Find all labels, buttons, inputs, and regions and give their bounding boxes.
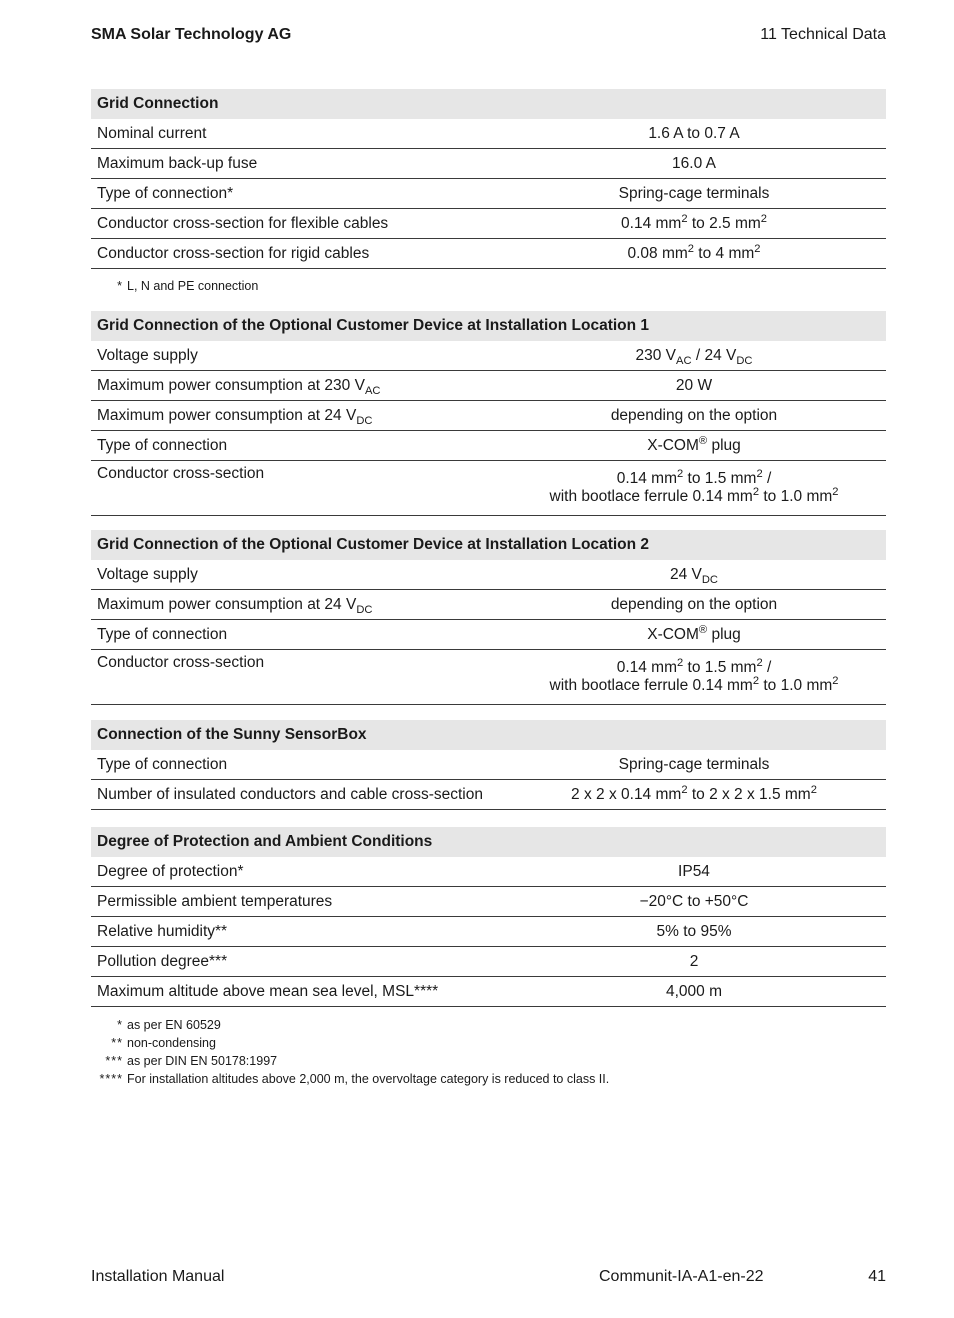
row-label: Number of insulated conductors and cable cross-section: [91, 780, 502, 810]
row-value: Spring-cage terminals: [502, 750, 886, 780]
row-label: Conductor cross-section for flexible cables: [91, 209, 502, 239]
row-label: Maximum power consumption at 230 $V_{AC}$: [91, 371, 502, 401]
table-row: [91, 560, 886, 590]
row-value: X-COM® plug: [502, 620, 886, 650]
footnote: ** non-condensing: [111, 1036, 216, 1050]
grid-footnotes: [91, 277, 258, 295]
document-id: Communit-IA-A1-en-22: [599, 1268, 764, 1285]
protection-footnotes: [91, 1016, 609, 1088]
row-value: 0.14 $mm^2$ to 1.5 $mm^2$ / with bootlace ferrule 0.14 $mm^2$ to 1.0 $mm^2$: [502, 650, 886, 705]
footnote: * as per EN 60529: [117, 1018, 221, 1032]
row-value: 20 W: [502, 371, 886, 401]
row-label: Type of connection*: [91, 179, 502, 209]
table-title: Degree of Protection and Ambient Conditions: [91, 827, 886, 857]
row-value: 0.14 $mm^2$ to 1.5 $mm^2$ / with bootlace ferrule 0.14 $mm^2$ to 1.0 $mm^2$: [502, 461, 886, 516]
row-value: 2 x 2 x 0.14 $mm^2$ to 2 x 2 x 1.5 $mm^2$: [502, 780, 886, 810]
table-row: [91, 179, 886, 209]
row-value: 4,000 m: [502, 977, 886, 1007]
row-value: IP54: [502, 857, 886, 887]
footnote: *** as per DIN EN 50178:1997: [105, 1054, 278, 1068]
company-name: SMA Solar Technology AG: [91, 26, 292, 43]
table-row: [91, 887, 886, 917]
row-value: X-COM® plug: [502, 431, 886, 461]
row-label: Conductor cross-section for rigid cables: [91, 239, 502, 269]
row-label: Nominal current: [91, 119, 502, 149]
page-header: [91, 26, 886, 50]
manual-title: Installation Manual: [91, 1268, 225, 1285]
section-title: 11 Technical Data: [760, 26, 886, 43]
table-row: [91, 239, 886, 269]
row-label: Maximum power consumption at 24 $V_{DC}$: [91, 401, 502, 431]
table-row: [91, 341, 886, 371]
row-value: 0.14 $mm^2$ to 2.5 $mm^2$: [502, 209, 886, 239]
location2-table: [91, 530, 886, 705]
table-row: [91, 149, 886, 179]
page-footer: [91, 1268, 886, 1290]
table-row: [91, 650, 886, 705]
row-value: 5% to 95%: [502, 917, 886, 947]
row-value: Spring-cage terminals: [502, 179, 886, 209]
row-label: Maximum altitude above mean sea level, MSL****: [91, 977, 502, 1007]
row-value: depending on the option: [502, 590, 886, 620]
table-row: [91, 119, 886, 149]
row-value: 2: [502, 947, 886, 977]
table-row: [91, 431, 886, 461]
table-title: Grid Connection of the Optional Customer Device at Installation Location 2: [91, 530, 886, 560]
table-row: [91, 371, 886, 401]
footnote: **** For installation altitudes above 2,000 m, the overvoltage category is reduced to class II.: [99, 1072, 610, 1086]
table-row: [91, 750, 886, 780]
table-row: [91, 590, 886, 620]
table-row: [91, 401, 886, 431]
row-label: Conductor cross-section: [91, 650, 502, 705]
row-label: Type of connection: [91, 431, 502, 461]
table-row: [91, 857, 886, 887]
row-value: 1.6 A to 0.7 A: [502, 119, 886, 149]
row-label: Voltage supply: [91, 341, 502, 371]
grid-connection-table: [91, 89, 886, 269]
row-value: 24 $V_{DC}$: [502, 560, 886, 590]
table-title: Grid Connection: [91, 89, 886, 119]
row-value: depending on the option: [502, 401, 886, 431]
row-label: Relative humidity**: [91, 917, 502, 947]
protection-table: [91, 827, 886, 1007]
table-row: [91, 620, 886, 650]
row-value: 16.0 A: [502, 149, 886, 179]
footnote: * L, N and PE connection: [117, 279, 259, 293]
table-row: [91, 780, 886, 810]
location1-table: [91, 311, 886, 516]
row-label: Voltage supply: [91, 560, 502, 590]
row-value: 230 $V_{AC} / 24$ $V_{DC}$: [502, 341, 886, 371]
table-row: [91, 461, 886, 516]
row-label: Pollution degree***: [91, 947, 502, 977]
row-label: Permissible ambient temperatures: [91, 887, 502, 917]
row-label: Degree of protection*: [91, 857, 502, 887]
table-row: [91, 947, 886, 977]
table-row: [91, 917, 886, 947]
row-label: Maximum power consumption at 24 $V_{DC}$: [91, 590, 502, 620]
table-title: Grid Connection of the Optional Customer Device at Installation Location 1: [91, 311, 886, 341]
row-label: Type of connection: [91, 750, 502, 780]
row-value: 0.08 $mm^2$ to 4 $mm^2$: [502, 239, 886, 269]
table-row: [91, 209, 886, 239]
page-number: 41: [868, 1268, 886, 1285]
row-label: Conductor cross-section: [91, 461, 502, 516]
table-row: [91, 977, 886, 1007]
table-title: Connection of the Sunny SensorBox: [91, 720, 886, 750]
row-value: −20°C to +50°C: [502, 887, 886, 917]
row-label: Maximum back-up fuse: [91, 149, 502, 179]
sensorbox-table: [91, 720, 886, 810]
row-label: Type of connection: [91, 620, 502, 650]
